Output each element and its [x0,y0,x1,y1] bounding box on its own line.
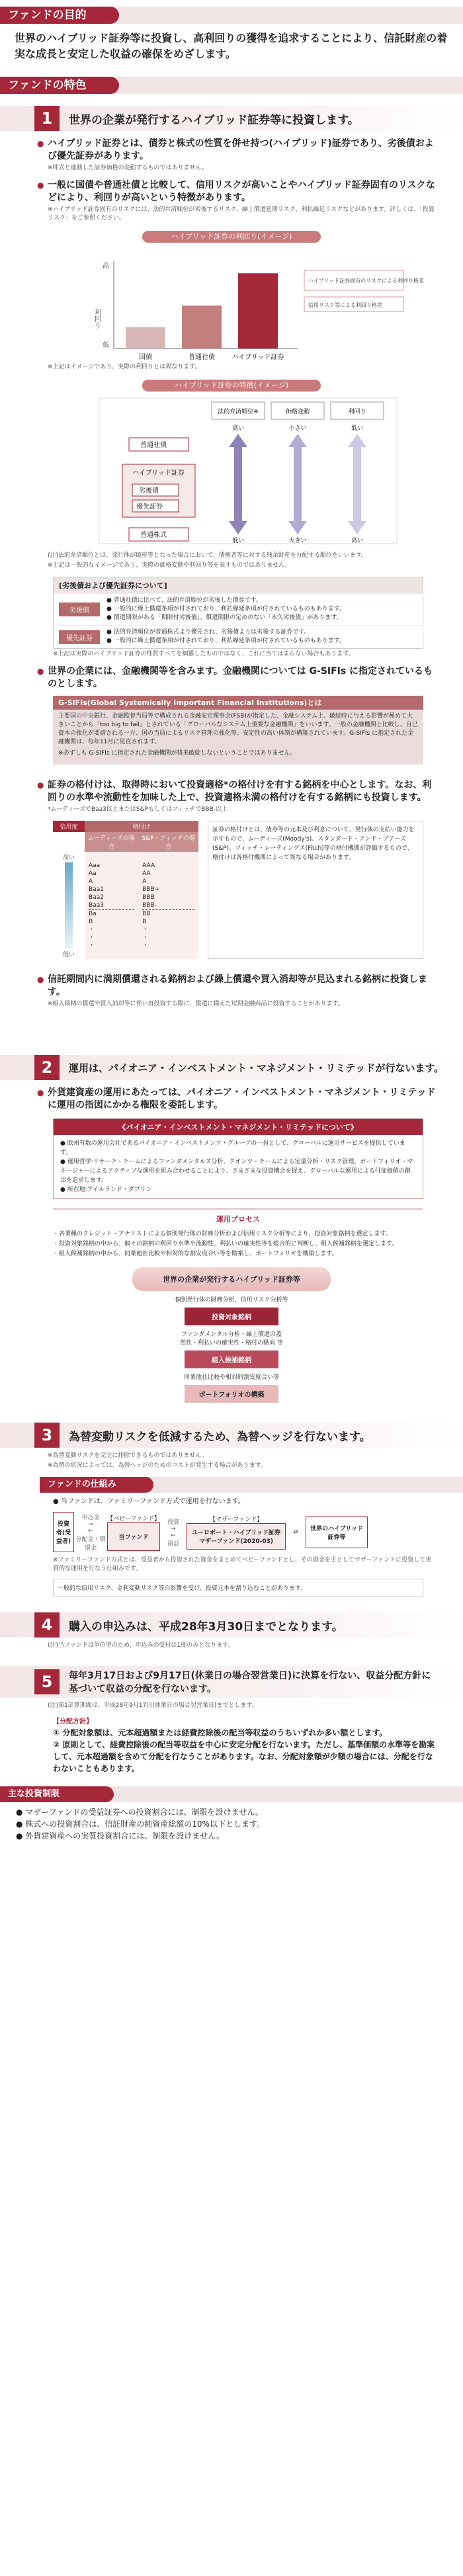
rating-gradient-bar [65,862,73,948]
sp-rating-2: A [142,878,147,885]
feature1-note1: ※株式と連動した証券価格の変動するものではありません。 [48,165,208,171]
scheme-arrow4: 損益 [167,1540,180,1548]
scheme-investor: 投資者(受益者) [53,1512,74,1552]
feature-col-0: 法的弁済順位※ [218,409,259,415]
feature-high-1: 小さい [288,425,307,432]
scheme-arrow2: 分配金・償還金 [75,1536,106,1552]
moodys-rating-3: Baa1 [89,886,104,893]
feature3-number: 3 [34,1423,60,1448]
yield-ylabel: 利回り [93,309,101,329]
sp-rating-4: BBB [142,893,155,901]
yield-bar-1 [182,306,222,349]
process-item-3: ・組入候補銘柄の中から、同業他社比較や相対的な割安度合い等を勘案し、ポートフォリオを構築します。 [53,1251,338,1257]
limit-1: ● マザーファンドの受益証券への投資割合には、制限を設けません。 [16,1807,264,1817]
yield-y-low: 低 [103,342,109,349]
flow-step3: ポートフォリオの構築 [185,1385,278,1403]
yield-chart [0,243,463,368]
row-preferred [54,625,423,648]
feature1-header [0,106,463,131]
yield-category-2: ハイブリッド証券 [232,354,284,361]
rating-h-moodys: ムーディーズの場合 [85,832,138,852]
rating-sp-col [138,852,198,959]
item-sub-bond-label: 劣後債 [139,487,159,495]
item-senior-bond-label: 普通社債 [140,442,167,449]
yield-category-1: 普通社債 [189,354,215,361]
row-preferred-text: ● 法的弁済順位が普通株式より優先され、劣後債よりは劣後する証券です。 ● 一般的に繰上償還条項が付されており、利払繰延条項が付されているものもあります。 [106,629,345,644]
policy-1: ① 分配対象額は、元本超過額または経費控除後の配当等収益のうちいずれか多い額とします。 [53,1728,388,1737]
yield-chart-title: ハイブリッド証券の利回り(イメージ) [142,231,321,243]
limits-label: 主な投資制限 [0,1786,114,1802]
feature3-header [0,1423,463,1448]
purpose-label: ファンドの目的 [0,7,119,24]
yield-ann1: ハイブリッド証券固有のリスクによる利回り格差 [308,278,424,284]
gsifi-text: 主要国の中央銀行、金融監督当局等で構成される金融安定理事会(FSB)が指定した、金融システム上、破綻時に与える影響が極めて大きいことから「too big to fail」とされている「グローバルなシステム上重要な金融機関」をいいます。一般の金融機関と比較し、自己資本の強化が要請される一方、国の当局によるリスク管理の強化等、安定性の高い体制が構築されています。G-SIFIs に指定された金融機関は、毎年11月に見直されます。 [58,713,418,745]
pioneer-box [53,1118,423,1199]
scheme-arrow-left-1-icon: ← [88,1528,93,1534]
feature-low-1: 大きい [288,538,307,544]
moodys-rating-10: ・ [89,942,95,949]
feature-high-2: 低い [351,425,364,432]
rating-h-rating: 格付け [85,821,198,832]
moodys-rating-7: B [89,918,93,925]
flow-s1: 個別発行体の財務分析、信用リスク分析等 [175,1297,288,1304]
yield-bar-2 [238,273,278,349]
scheme-baby: 当ファンド [107,1522,160,1551]
yield-y-high: 高 [103,263,109,270]
yield-chart-note: ※上記はイメージであり、実際の利回りとは異なります。 [48,364,201,370]
features-band [0,77,463,94]
feature5-header [0,1666,463,1698]
moodys-rating-2: A [89,878,93,885]
item-hybrid-label: ハイブリッド証券 [132,470,185,477]
row-preferred-label: 優先証券 [59,630,100,644]
subordinated-box [53,577,423,649]
rating-h-sp: S&P・フィッチの場合 [138,832,198,852]
scheme-mother: ユーロボート・ハイブリッド証券マザーファンド(2020-03) [187,1523,286,1550]
moodys-rating-6: Ba [89,910,97,917]
box-note: ※上記は実際のハイブリッド証券の性質すべてを網羅したものではなく、これに当てはまらない場合もあります。 [53,651,355,657]
process-title: 運用プロセス [210,1212,267,1226]
rating-moodys-col [85,852,138,959]
feature2-bullet1: ● 外貨建資産の運用にあたっては、パイオニア・インベストメント・マネジメント・リミテッドに運用の指図にかかる権限を委託します。 [48,1087,437,1112]
rating-h-quality: 信用度 [53,821,85,832]
feature-chart-note2: ※上記は一般的なイメージであり、実際の価格変動や利回り等を表すものではありません。 [48,562,291,569]
feature3-extra: 一般的な信用リスク、金利変動リスク等の影響を受け、投資元本を割り込むことがあります。 [53,1579,423,1597]
rating-desc: 証券の格付けとは、債券等の元本及び利息について、発行体の支払い能力を示すもので、ムーディーズ(Moody's)、スタンダード・アンド・プアーズ(S&P)、フィッチ・レーティングス(Fitch)等の格付機関が評価するもので、格付けは各格付機関によって異なる場合があります。 [208,821,423,959]
item-stock-label: 普通株式 [140,532,167,539]
pioneer-box-title: 《パイオニア・インベストメント・マネジメント・リミテッドについて》 [54,1119,423,1135]
purpose-text: 世界のハイブリッド証券等に投資し、高利回りの獲得を追求することにより、信託財産の着実な成長と安定した収益の確保をめざします。 [15,32,448,60]
feature-chart-title: ハイブリッド証券の特徴(イメージ) [142,380,321,392]
moodys-rating-0: Aaa [89,862,101,869]
scheme-mother-label: 【マザーファンド】 [209,1517,263,1523]
rating-high: 高い [62,854,75,861]
scheme-label: ファンドの仕組み [40,1477,153,1493]
feature1-bullet4: ● 証券の格付けは、取得時において投資適格*の格付けを有する銘柄を中心とします。なお、利回りの水準や流動性を加味した上で、投資適格未満の格付けを有する銘柄にも投資します。 [48,779,437,804]
scheme-text: ● 当ファンドは、ファミリーファンド方式で運用を行ないます。 [53,1498,245,1505]
feature-col-2: 利回り [348,409,366,415]
pioneer-item-1: ● 欧州有数の運用会社であるパイオニア・インベストメンツ・グループの一員として、グローバルに運用サービスを提供しています。 [60,1140,405,1156]
limit-2: ● 株式への投資割合は、信託財産の純資産総額の10%以下とします。 [16,1819,265,1829]
feature1-note5: ※組入銘柄の償還や買入消却等に伴い再投資する際に、償還に備えた短期金融商品に投資することがあります。 [48,1001,344,1007]
yield-bar-0 [126,327,165,349]
yield-ann2: 信用リスク等による利回り格差 [308,302,382,308]
feature4-number: 4 [34,1612,60,1638]
feature-high-0: 高い [232,425,245,432]
feature5-title: 毎年3月17日および9月17日(休業日の場合翌営業日)に決算を行ない、収益分配方針に基づいて収益の分配を行ないます。 [69,1671,431,1694]
feature1-bullet2: ● 一般に国債や普通社債と比較して、信用リスクが高いことやハイブリッド証券固有のリスクなどにより、利回りが高いという特徴があります。 [48,179,437,204]
feature3-note1: ※為替変動リスクを完全に排除できるものではありません。 [48,1452,208,1459]
scheme-arrow3: 投資 [167,1518,180,1526]
moodys-rating-1: Aa [89,870,97,877]
feature-low-0: 低い [232,538,245,544]
scheme-diagram [53,1512,423,1552]
policy-title: 【分配方針】 [53,1718,93,1725]
feature-col-1: 価格変動 [285,409,310,415]
feature1-bullet3: ● 世界の企業には、金融機関等を含みます。金融機関については G-SIFIs に指定されているものとします。 [48,665,437,690]
feature3-title: 為替変動リスクを低減するため、為替ヘッジを行ないます。 [69,1430,371,1444]
rating-table [53,821,198,959]
features-label: ファンドの特色 [0,77,119,94]
process-flow [0,1267,463,1403]
gsifi-title: G-SIFIs(Global Systemically Important Financial Institutions)とは [53,696,423,710]
moodys-rating-8: ・ [89,926,95,933]
scheme-arrow-right-3-icon: ⇄ [293,1528,298,1536]
sp-rating-3: BBB+ [142,886,160,893]
feature1-bullet1: ● ハイブリッド証券とは、債券と株式の性質を併せ持つ(ハイブリッド)証券であり、劣後債および優先証券があります。 [48,138,437,163]
feature2-number: 2 [34,1055,60,1080]
feature4-header [0,1612,463,1638]
flow-step1: 投資対象銘柄 [185,1308,278,1325]
feature4-title: 購入の申込みは、平成28年3月30日までとなります。 [69,1620,343,1634]
feature-low-2: 高い [351,538,364,544]
row-sub-bond-label: 劣後債 [59,602,100,616]
process-section [53,1208,423,1226]
scheme-note: ※ファミリーファンド方式とは、受益者から投資された資金をまとめてベビーファンドとし、その資金を主としてマザーファンドに投資して実質的な運用を行なう仕組みです。 [53,1557,432,1572]
moodys-rating-5: Baa3 [89,901,134,910]
policy-2: ② 原則として、経費控除後の配当等収益を中心に安定分配を行ないます。ただし、基準価額の水準等を勘案して、元本超過額を含めて分配を行なうことがあります。なお、分配対象額が少額の場合には、分配を行なわないこともあります。 [53,1740,435,1773]
feature1-note2: ※ハイブリッド証券固有のリスクには、法的弁済順位が劣後するリスク、繰上償還延期リスク、利払繰延リスクなどがあります。詳しくは、「投資リスク」をご参照ください。 [48,206,435,222]
row-sub-bond-text: ● 普通社債に比べて、法的弁済順位が劣後した債券です。 ● 一般的に繰上償還条項が付されており、利払繰延条項が付されているものもあります。 ● 償還期限がある「期限付劣後債」、償還期限の定めのない「永久劣後債」があります。 [106,597,345,621]
pioneer-item-2: ● 運用哲学:リサーチ・チームによるファンダメンタルズ分析、クオンツ・チームによる定量分析・リスク管理、ポートフォリオ・マネージャーによるアクティブな運用を組み合わせることにより、さまざまな投資機会を捉え、グローバルな運用による付加価値の創出を追求します。 [60,1159,413,1184]
moodys-rating-9: ・ [89,934,95,941]
scheme-target: 世界のハイブリッド証券等 [306,1517,368,1548]
scheme-arrow1: 申込金 [81,1515,100,1521]
feature3-note2: ※為替の状況によっては、為替ヘッジのためのコストが発生する場合があります。 [48,1462,267,1469]
scheme-baby-label: 【ベビーファンド】 [107,1515,161,1522]
process-item-2: ・投資対象銘柄の中から、個々の銘柄の利回り水準や流動性、利払いの確実性等を総合的に判断し、組入候補銘柄を選定します。 [53,1241,398,1247]
feature4-note: (注)当ファンドは単位型のため、申込みの受付は1度のみとなります。 [48,1642,234,1649]
purpose-band [0,7,463,24]
feature-chart [0,392,463,550]
sp-rating-7: B [142,918,147,925]
sp-rating-1: AA [142,870,151,877]
row-sub-bond [54,593,423,625]
flow-s3: 同業他社比較や相対的割安度合い等 [183,1374,279,1381]
sp-rating-10: ・ [142,942,149,949]
rating-low: 低い [62,952,75,958]
sp-rating-8: ・ [142,926,149,933]
feature1-title: 世界の企業が発行するハイブリッド証券等に投資します。 [69,113,359,127]
limits-band [0,1786,463,1802]
gsifi-box [53,696,423,765]
feature5-number: 5 [34,1669,60,1694]
feature2-header [0,1055,463,1080]
scheme-band [40,1477,463,1493]
scheme-arrow-right-2-icon: → [171,1525,176,1532]
feature-chart-note1: (注)法的弁済順位とは、発行体が破産等となった場合において、債権者等に対する残余財産を分配する順位をいいます。 [48,552,368,559]
item-preferred-label: 優先証券 [136,503,163,511]
gsifi-note: ※必ずしも G-SIFIs に指定された金融機関が将来破綻しないということではありません。 [58,750,296,757]
yield-category-0: 国債 [139,354,152,361]
feature1-bullet5: ● 信託期間内に満期償還される銘柄および繰上償還や買入消却等が見込まれる銘柄に投資します。 [48,974,437,999]
process-item-1: ・各業種のクレジット・アナリストによる個別発行体の財務分析および信用リスク分析等により、投資対象銘柄を選定します。 [53,1231,392,1237]
feature5-note: (注)第1計算期間は、平成28年9月17日(休業日の場合翌営業日)までとします。 [48,1702,258,1709]
flow-s2: ファンダメンタル分析・繰上償還の蓋然性・利払いの確実性・格付の動向 等 [180,1331,283,1347]
scheme-arrow-left-2-icon: ← [171,1532,176,1539]
rating-area [53,821,423,959]
flow-top: 世界の企業が発行するハイブリッド証券等 [132,1267,331,1291]
sp-rating-6: BB [142,910,151,917]
flow-step2: 組入候補銘柄 [185,1350,278,1368]
subordinated-box-title: [劣後債および優先証券について] [54,577,423,593]
sp-rating-5: BBB- [142,901,194,910]
feature1-number: 1 [34,106,60,131]
pioneer-item-3: ● 所在地:アイルランド・ダブリン [60,1186,152,1193]
sp-rating-9: ・ [142,934,149,941]
feature1-note4: *ムーディーズでBaa3以上またはS&PもしくはフィッチでBBB-以上 [48,806,228,813]
feature2-title: 運用は、パイオニア・インベストメント・マネジメント・リミテッドが行ないます。 [69,1061,444,1074]
sp-rating-0: AAA [142,862,155,869]
scheme-arrow-right-1-icon: → [88,1521,93,1528]
limit-3: ● 外貨建資産への実質投資割合には、制限を設けません。 [16,1831,225,1841]
moodys-rating-4: Baa2 [89,893,104,901]
